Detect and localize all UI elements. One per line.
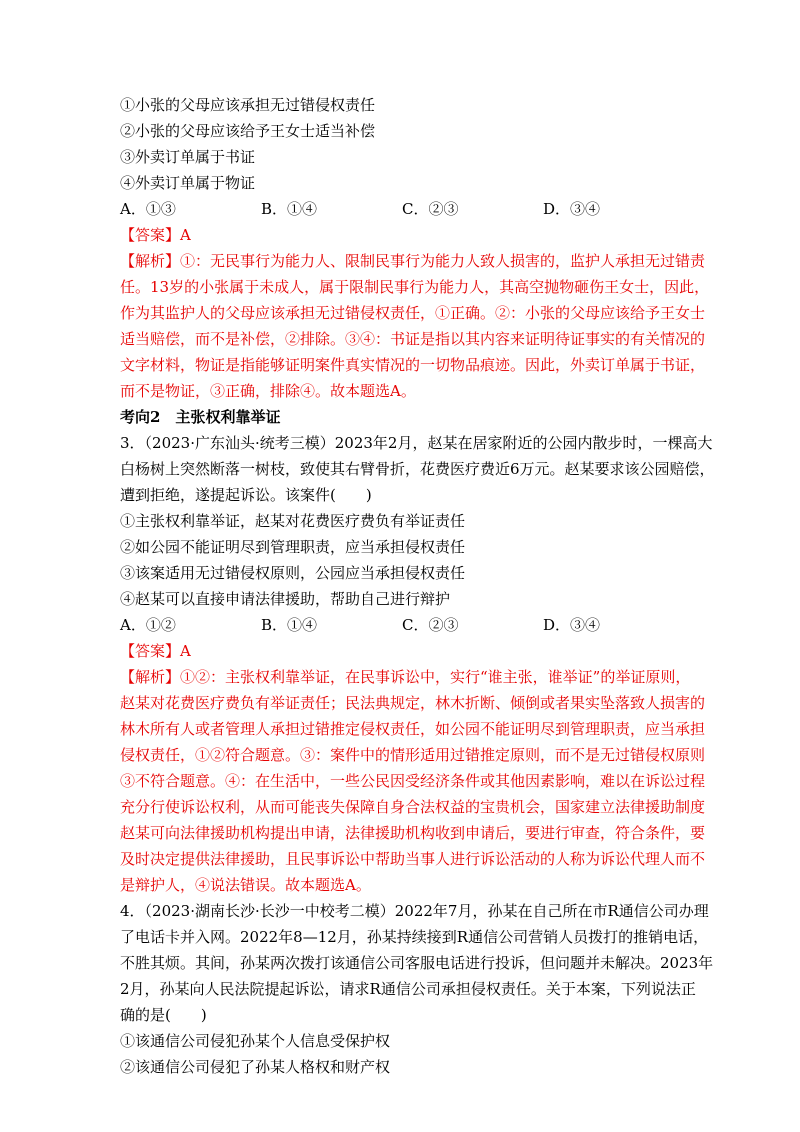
q3-stem-line: 白杨树上突然断落一树枝，致使其右臂骨折，花费医疗费近6万元。赵某要求该公园赔偿，	[120, 460, 715, 478]
q2-analysis	[120, 248, 710, 404]
analysis-label: 【解析】	[120, 668, 181, 686]
q2-options	[120, 196, 685, 222]
q3-statement: ④赵某可以直接申请法律援助，帮助自己进行辩护	[120, 590, 451, 608]
q3-answer	[120, 638, 685, 664]
analysis-line: 作为其监护人的父母应该承担无过错侵权责任，①正确。②：小张的父母应该给予王女士	[120, 304, 706, 322]
q3-stem	[120, 430, 715, 508]
analysis-line: 任。13岁的小张属于未成人，属于限制民事行为能力人，其高空抛物砸伤王女士，因此，	[120, 278, 710, 296]
q2-answer	[120, 222, 685, 248]
q3-statement: ③该案适用无过错侵权原则，公园应当承担侵权责任	[120, 564, 466, 582]
q4-stem-line: 确的是( )	[120, 1006, 207, 1024]
q3-option-b: B．①④	[261, 616, 318, 634]
q4-stem-line: 4．（2023·湖南长沙·长沙一中校考二模）2022年7月，孙某在自己所在市R通信公司办理	[120, 902, 709, 920]
analysis-label: 【解析】	[120, 252, 181, 270]
page-content	[120, 92, 715, 1080]
q2-statements	[120, 92, 685, 196]
q2-option-c: C．②③	[402, 200, 459, 218]
analysis-line: ①②：主张权利靠举证，在民事诉讼中，实行“谁主张，谁举证”的举证原则，	[180, 668, 691, 686]
analysis-line: ③不符合题意。④：在生活中，一些公民因受经济条件或其他因素影响，难以在诉讼过程	[120, 772, 706, 790]
q3-option-a: A．①②	[120, 616, 176, 634]
analysis-line: 及时决定提供法律援助，且民事诉讼中帮助当事人进行诉讼活动的人称为诉讼代理人而不	[120, 850, 706, 868]
q2-option-d: D．③④	[543, 200, 601, 218]
answer-value: A	[180, 642, 191, 660]
analysis-line: 赵某对花费医疗费负有举证责任；民法典规定，林木折断、倾倒或者果实坠落致人损害的	[120, 694, 706, 712]
q3-options	[120, 612, 685, 638]
q3-option-d: D．③④	[543, 616, 601, 634]
q3-stem-line: 遭到拒绝，遂提起诉讼。该案件( )	[120, 486, 372, 504]
answer-label: 【答案】	[120, 226, 181, 244]
analysis-line: 而不是物证，③正确，排除④。故本题选A。	[120, 382, 416, 400]
q4-stem-line: 不胜其烦。其间，孙某两次拨打该通信公司客服电话进行投诉，但问题并未解决。2023年	[120, 954, 714, 972]
analysis-line: 侵权责任，①②符合题意。③：案件中的情形适用过错推定原则，而不是无过错侵权原则	[120, 746, 706, 764]
analysis-line: 文字材料，物证是指能够证明案件真实情况的一切物品痕迹。因此，外卖订单属于书证，	[120, 356, 706, 374]
q3-option-c: C．②③	[402, 616, 459, 634]
q3-analysis	[120, 664, 706, 898]
q3-statement: ①主张权利靠举证，赵某对花费医疗费负有举证责任	[120, 512, 466, 530]
q4-stem-line: 2月，孙某向人民法院提起诉讼，请求R通信公司承担侵权责任。关于本案，下列说法正	[120, 980, 696, 998]
q4-stem-line: 了电话卡并入网。2022年8—12月，孙某持续接到R通信公司营销人员拨打的推销电话，	[120, 928, 709, 946]
section-heading: 考向2 主张权利靠举证	[120, 408, 281, 426]
q4-statement: ②该通信公司侵犯了孙某人格权和财产权	[120, 1058, 391, 1076]
answer-label: 【答案】	[120, 642, 181, 660]
q2-statement: ①小张的父母应该承担无过错侵权责任	[120, 96, 376, 114]
q2-statement: ③外卖订单属于书证	[120, 148, 256, 166]
q2-option-a: A．①③	[120, 200, 176, 218]
analysis-line: 适当赔偿，而不是补偿，②排除。③④：书证是指以其内容来证明待证事实的有关情况的	[120, 330, 706, 348]
q4-statement: ①该通信公司侵犯孙某个人信息受保护权	[120, 1032, 391, 1050]
answer-value: A	[180, 226, 191, 244]
analysis-line: 赵某可向法律援助机构提出申请，法律援助机构收到申请后，要进行审查，符合条件，要	[120, 824, 706, 842]
q4-statements	[120, 1028, 685, 1080]
q2-statement: ④外卖订单属于物证	[120, 174, 256, 192]
q3-stem-line: 3．（2023·广东汕头·统考三模）2023年2月，赵某在居家附近的公园内散步时，一棵高大	[120, 434, 713, 452]
analysis-line: 充分行使诉讼权利，从而可能丧失保障自身合法权益的宝贵机会，国家建立法律援助制度	[120, 798, 706, 816]
q4-stem	[120, 898, 714, 1028]
q3-statement: ②如公园不能证明尽到管理职责，应当承担侵权责任	[120, 538, 466, 556]
analysis-line: 林木所有人或者管理人承担过错推定侵权责任，如公园不能证明尽到管理职责，应当承担	[120, 720, 706, 738]
q2-statement: ②小张的父母应该给予王女士适当补偿	[120, 122, 376, 140]
analysis-line: 是辩护人，④说法错误。故本题选A。	[120, 876, 371, 894]
analysis-line: ①：无民事行为能力人、限制民事行为能力人致人损害的，监护人承担无过错责	[180, 252, 706, 270]
q3-statements	[120, 508, 685, 612]
q2-option-b: B．①④	[261, 200, 318, 218]
